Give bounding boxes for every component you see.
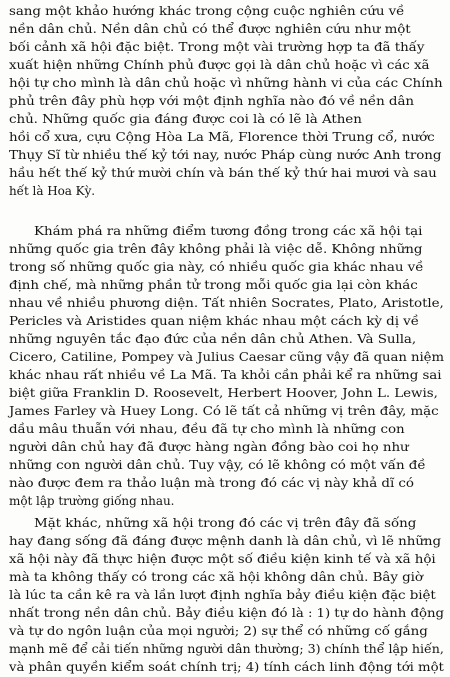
text-line: những con người dân chủ. Tuy vậy, có lẽ không có một vấn đề bbox=[9, 458, 426, 472]
text-line: Thụy Sĩ từ nhiều thế kỷ tới nay, nước Pháp cùng nước Anh trong bbox=[9, 148, 442, 162]
text-line: và phân quyền kiểm soát chính trị; 4) tính cách linh động tới một bbox=[9, 660, 444, 674]
text-line: định chế, mà những phần tử trong mỗi quốc gia lại còn khác bbox=[9, 278, 418, 292]
text-line: nhau về nhiều phương diện. Tất nhiên Socrates, Plato, Aristotle, bbox=[9, 296, 444, 310]
text-line: dầu mâu thuẫn với nhau, đều đã tự cho mình là những con bbox=[9, 422, 405, 436]
text-line: mà ta không thấy có trong các xã hội không dân chủ. Bây giờ bbox=[9, 570, 423, 584]
text-line: một lập trường giống nhau. bbox=[9, 494, 175, 508]
text-line: Mặt khác, những xã hội trong đó các vị trên đây đã sống bbox=[34, 516, 417, 530]
text-line: Khám phá ra những điểm tương đồng trong các xã hội tại bbox=[34, 224, 423, 238]
text-line: Cicero, Catiline, Pompey và Julius Caesar cũng vậy đã quan niệm bbox=[9, 350, 444, 364]
text-line: trong số những quốc gia này, có nhiều quốc gia khác nhau về bbox=[9, 260, 424, 274]
text-line: James Farley và Huey Long. Có lẽ tất cả những vị trên đây, mặc bbox=[9, 404, 439, 418]
text-line: là lúc ta cần kê ra và lần lượt định nghĩa bảy điều kiện đặc biệt bbox=[9, 588, 436, 602]
text-line: nền dân chủ. Nền dân chủ có thể được nghiên cứu như một bbox=[9, 22, 411, 36]
text-line: bối cảnh xã hội đặc biệt. Trong một vài trường hợp ta đã thấy bbox=[9, 40, 425, 54]
text-line: nào được đem ra thảo luận mà trong đó các vị này khả dĩ có bbox=[9, 476, 414, 490]
text-line: hầu hết thế kỷ thứ mười chín và bán thế kỷ thứ hai mươi và sau bbox=[9, 166, 437, 180]
text-line: xã hội này đã thực hiện được một số điều kiện kinh tế và xã hội bbox=[9, 552, 436, 566]
text-line: hết là Hoa Kỳ. bbox=[9, 184, 96, 198]
text-line: Pericles và Aristides quan niệm khác nhau một cách kỳ dị về bbox=[9, 314, 419, 328]
text-line: người dân chủ hay đã được hàng ngàn đồng bào coi họ như bbox=[9, 440, 409, 454]
text-line: chủ. Những quốc gia đáng được coi là có lẽ là Athen bbox=[9, 112, 362, 126]
text-line: phủ trên đây phù hợp với một định nghĩa nào đó về nền dân bbox=[9, 94, 415, 108]
text-line: mạnh mẽ để cải tiến những người dân thường; 3) chính thể lập hiến, bbox=[9, 642, 444, 656]
text-line: và tự do ngôn luận của mọi người; 2) sự thể có những cố gắng bbox=[9, 624, 428, 638]
text-line: xuất hiện những Chính phủ được gọi là dân chủ hoặc vì các xã bbox=[9, 58, 430, 72]
text-line: những quốc gia trên đây không phải là việc dễ. Không những bbox=[9, 242, 423, 256]
text-line: biệt giữa Franklin D. Roosevelt, Herbert Hoover, John L. Lewis, bbox=[9, 386, 438, 400]
text-line: hội tự cho mình là dân chủ hoặc vì những hành vi của các Chính bbox=[9, 76, 443, 90]
text-line: hay đang sống đã đáng được mệnh danh là dân chủ, vì lẽ những bbox=[9, 534, 442, 548]
text-line: những nguyên tắc đạo đức của nền dân chủ Athen. Và Sulla, bbox=[9, 332, 417, 346]
text-line: sang một khảo hướng khác trong cộng cuộc nghiên cứu về bbox=[9, 4, 405, 18]
text-line: khác nhau rất nhiều về La Mã. Ta khỏi cần phải kể ra những sai bbox=[9, 368, 442, 382]
text-line: nhất trong nền dân chủ. Bảy điều kiện đó là : 1) tự do hành động bbox=[9, 606, 444, 620]
text-line: hồi cổ xưa, cựu Cộng Hòa La Mã, Florence thời Trung cổ, nước bbox=[9, 130, 435, 144]
